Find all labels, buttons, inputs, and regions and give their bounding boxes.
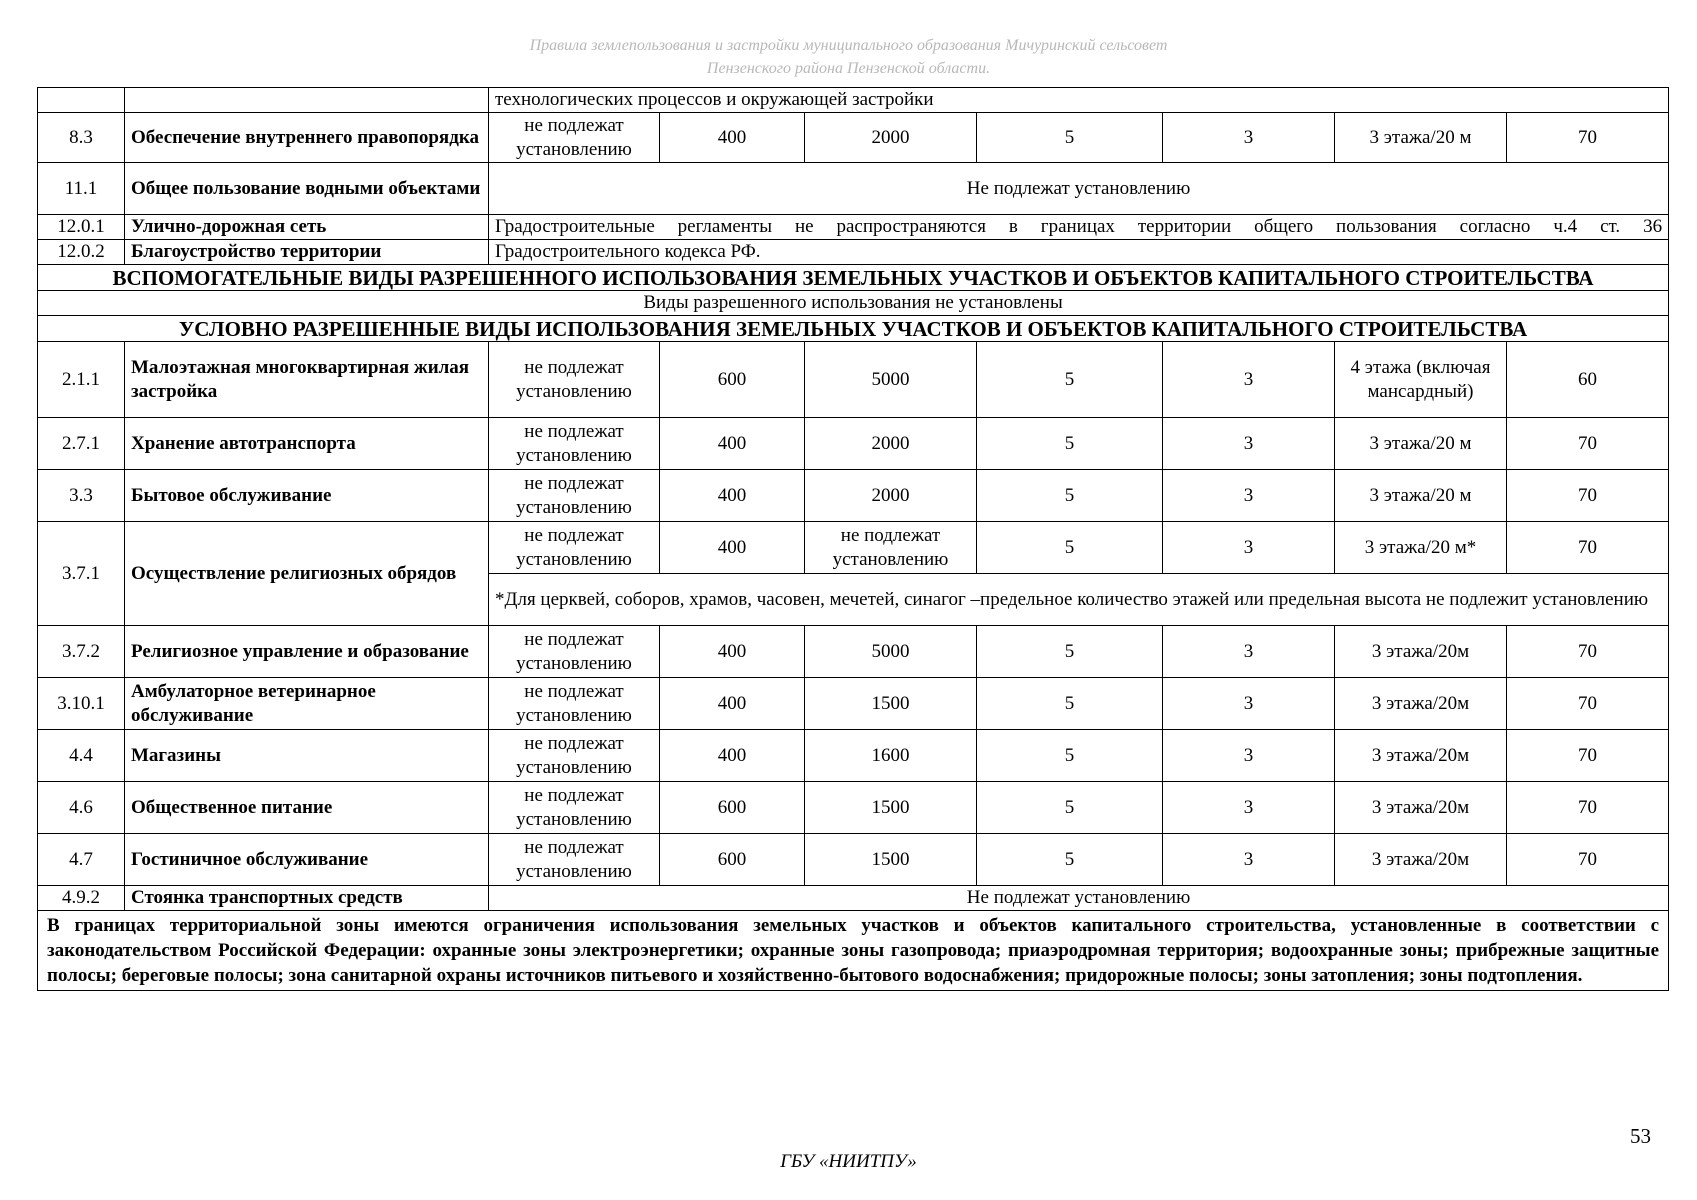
cell-value: 600 bbox=[660, 834, 805, 886]
row-name: Стоянка транспортных средств bbox=[125, 886, 489, 911]
cell-value: 400 bbox=[660, 113, 805, 163]
section-heading-conditional: УСЛОВНО РАЗРЕШЕННЫЕ ВИДЫ ИСПОЛЬЗОВАНИЯ ЗЕМЕЛЬНЫХ УЧАСТКОВ И ОБЪЕКТОВ КАПИТАЛЬНОГО СТРОИТЕЛЬСТВА bbox=[38, 316, 1669, 342]
footer-organization: ГБУ «НИИТПУ» bbox=[780, 1151, 917, 1172]
cell-value: 70 bbox=[1507, 730, 1669, 782]
cell-value: 60 bbox=[1507, 342, 1669, 418]
table-row bbox=[38, 626, 1669, 678]
auxiliary-none-text: Виды разрешенного использования не установлены bbox=[38, 291, 1669, 316]
religious-footnote: *Для церквей, соборов, храмов, часовен, мечетей, синагог –предельное количество этажей или предельная высота не подлежит установлению bbox=[489, 574, 1669, 626]
row-name: Амбулаторное ветеринарное обслуживание bbox=[125, 678, 489, 730]
table-row bbox=[38, 678, 1669, 730]
row-name: Осуществление религиозных обрядов bbox=[125, 522, 489, 626]
cell-value: 3 bbox=[1163, 782, 1335, 834]
cell-value: 3 bbox=[1163, 834, 1335, 886]
cell-value: 70 bbox=[1507, 834, 1669, 886]
merged-value: Не подлежат установлению bbox=[489, 163, 1669, 215]
cell-value: 2000 bbox=[805, 418, 977, 470]
row-code: 3.7.2 bbox=[38, 626, 125, 678]
table-row bbox=[38, 522, 1669, 574]
cell-value: не подлежат установлению bbox=[489, 782, 660, 834]
cell-value: не подлежат установлению bbox=[489, 522, 660, 574]
table-row bbox=[38, 163, 1669, 215]
cell-value: 3 bbox=[1163, 113, 1335, 163]
cell-value: 70 bbox=[1507, 678, 1669, 730]
table-row bbox=[38, 886, 1669, 911]
cell-value: 5 bbox=[977, 418, 1163, 470]
cell-value: не подлежат установлению bbox=[489, 678, 660, 730]
cell-value: 3 bbox=[1163, 626, 1335, 678]
row-name: Малоэтажная многоквартирная жилая застройка bbox=[125, 342, 489, 418]
row-code: 4.6 bbox=[38, 782, 125, 834]
merged-regulation-line-2: Градостроительного кодекса РФ. bbox=[489, 240, 1669, 265]
land-use-regulations-table bbox=[37, 87, 1669, 991]
cell-value: 70 bbox=[1507, 522, 1669, 574]
cell-value: 3 bbox=[1163, 522, 1335, 574]
cell-value: 3 этажа/20м bbox=[1335, 782, 1507, 834]
cell-value: 5 bbox=[977, 522, 1163, 574]
cell-value: 400 bbox=[660, 678, 805, 730]
section-heading-auxiliary: ВСПОМОГАТЕЛЬНЫЕ ВИДЫ РАЗРЕШЕННОГО ИСПОЛЬЗОВАНИЯ ЗЕМЕЛЬНЫХ УЧАСТКОВ И ОБЪЕКТОВ КАПИТАЛЬНОГО СТРОИТЕЛЬСТВА bbox=[38, 265, 1669, 291]
row-name: Благоустройство территории bbox=[125, 240, 489, 265]
cell-value: не подлежат установлению bbox=[489, 470, 660, 522]
cell-value: 3 этажа/20 м* bbox=[1335, 522, 1507, 574]
cell-value: 400 bbox=[660, 522, 805, 574]
cell-value: 400 bbox=[660, 418, 805, 470]
cell-value: 5 bbox=[977, 342, 1163, 418]
merged-value: Не подлежат установлению bbox=[489, 886, 1669, 911]
continuation-text: технологических процессов и окружающей застройки bbox=[489, 88, 1669, 113]
cell-value: 3 этажа/20 м bbox=[1335, 418, 1507, 470]
cell-value: 70 bbox=[1507, 418, 1669, 470]
cell-value: 1500 bbox=[805, 678, 977, 730]
cell-value: 400 bbox=[660, 470, 805, 522]
cell-value: 3 этажа/20 м bbox=[1335, 113, 1507, 163]
cell-value: 5 bbox=[977, 730, 1163, 782]
cell-value: 70 bbox=[1507, 626, 1669, 678]
cell-value: не подлежат установлению bbox=[489, 113, 660, 163]
row-code: 3.10.1 bbox=[38, 678, 125, 730]
cell-value: 1600 bbox=[805, 730, 977, 782]
table-row bbox=[38, 88, 1669, 113]
row-name: Общее пользование водными объектами bbox=[125, 163, 489, 215]
table-row bbox=[38, 113, 1669, 163]
cell-value: 70 bbox=[1507, 113, 1669, 163]
section-heading-row bbox=[38, 316, 1669, 342]
cell-value: не подлежат установлению bbox=[489, 834, 660, 886]
cell-value: 70 bbox=[1507, 470, 1669, 522]
table-row bbox=[38, 291, 1669, 316]
cell-value: не подлежат установлению bbox=[489, 730, 660, 782]
cell-value: 3 bbox=[1163, 678, 1335, 730]
cell-value: 5 bbox=[977, 834, 1163, 886]
cell-value: 3 этажа/20м bbox=[1335, 834, 1507, 886]
section-heading-row bbox=[38, 265, 1669, 291]
restrictions-note: В границах территориальной зоны имеются ограничения использования земельных участков и объектов капитального строительства, установленные в соответствии с законодательством Российской Федерации: охранные зоны электроэнергетики; охранные зоны газопровода; приаэродромная территория; водоохранные зоны; прибрежные защитные полосы; береговые полосы; зона санитарной охраны источников питьевого и хозяйственно-бытового водоснабжения; придорожные полосы; зоны затопления; зоны подтопления. bbox=[38, 911, 1669, 991]
row-name: Хранение автотранспорта bbox=[125, 418, 489, 470]
merged-regulation-line-1: Градостроительные регламенты не распространяются в границах территории общего пользования согласно ч.4 ст. 36 bbox=[489, 215, 1669, 240]
cell-value: 3 bbox=[1163, 342, 1335, 418]
page-number: 53 bbox=[1630, 1124, 1651, 1148]
row-name: Бытовое обслуживание bbox=[125, 470, 489, 522]
table-row bbox=[38, 418, 1669, 470]
cell-value: 5000 bbox=[805, 626, 977, 678]
row-code: 12.0.2 bbox=[38, 240, 125, 265]
cell-value: не подлежат установлению bbox=[489, 342, 660, 418]
row-name: Религиозное управление и образование bbox=[125, 626, 489, 678]
table-row bbox=[38, 470, 1669, 522]
row-code: 3.3 bbox=[38, 470, 125, 522]
cell-value: 5 bbox=[977, 782, 1163, 834]
cell-value: 3 bbox=[1163, 418, 1335, 470]
table-row bbox=[38, 342, 1669, 418]
row-code: 3.7.1 bbox=[38, 522, 125, 626]
row-name: Обеспечение внутреннего правопорядка bbox=[125, 113, 489, 163]
row-name: Гостиничное обслуживание bbox=[125, 834, 489, 886]
row-code: 4.9.2 bbox=[38, 886, 125, 911]
table-row bbox=[38, 911, 1669, 991]
cell-value: 3 bbox=[1163, 730, 1335, 782]
table-row bbox=[38, 240, 1669, 265]
cell-value: не подлежат установлению bbox=[805, 522, 977, 574]
cell-value: 5000 bbox=[805, 342, 977, 418]
cell-value: 3 этажа/20м bbox=[1335, 730, 1507, 782]
cell-value: 2000 bbox=[805, 113, 977, 163]
cell-value: 4 этажа (включая мансардный) bbox=[1335, 342, 1507, 418]
cell-value: 5 bbox=[977, 470, 1163, 522]
cell-value: 3 bbox=[1163, 470, 1335, 522]
cell-value: 5 bbox=[977, 113, 1163, 163]
row-code: 8.3 bbox=[38, 113, 125, 163]
row-code: 2.1.1 bbox=[38, 342, 125, 418]
running-header-line-2: Пензенского района Пензенской области. bbox=[706, 60, 991, 77]
cell-value: не подлежат установлению bbox=[489, 418, 660, 470]
table-row bbox=[38, 782, 1669, 834]
row-code: 12.0.1 bbox=[38, 215, 125, 240]
cell-value: 400 bbox=[660, 626, 805, 678]
row-code: 11.1 bbox=[38, 163, 125, 215]
cell-value: 3 этажа/20м bbox=[1335, 678, 1507, 730]
cell-value: 400 bbox=[660, 730, 805, 782]
table-row bbox=[38, 730, 1669, 782]
cell-value: 3 этажа/20м bbox=[1335, 626, 1507, 678]
cell-value: 1500 bbox=[805, 834, 977, 886]
row-name: Общественное питание bbox=[125, 782, 489, 834]
cell-value: 2000 bbox=[805, 470, 977, 522]
cell-value: 600 bbox=[660, 342, 805, 418]
table-row bbox=[38, 834, 1669, 886]
row-code: 4.7 bbox=[38, 834, 125, 886]
cell-value: 1500 bbox=[805, 782, 977, 834]
row-name: Магазины bbox=[125, 730, 489, 782]
row-code: 2.7.1 bbox=[38, 418, 125, 470]
row-code: 4.4 bbox=[38, 730, 125, 782]
cell-value: 5 bbox=[977, 626, 1163, 678]
cell-value: 600 bbox=[660, 782, 805, 834]
table-row bbox=[38, 215, 1669, 240]
running-header-line-1: Правила землепользования и застройки муниципального образования Мичуринский сельсовет bbox=[529, 37, 1168, 54]
row-name: Улично-дорожная сеть bbox=[125, 215, 489, 240]
cell-value: 5 bbox=[977, 678, 1163, 730]
cell-value: 70 bbox=[1507, 782, 1669, 834]
cell-value: не подлежат установлению bbox=[489, 626, 660, 678]
cell-value: 3 этажа/20 м bbox=[1335, 470, 1507, 522]
